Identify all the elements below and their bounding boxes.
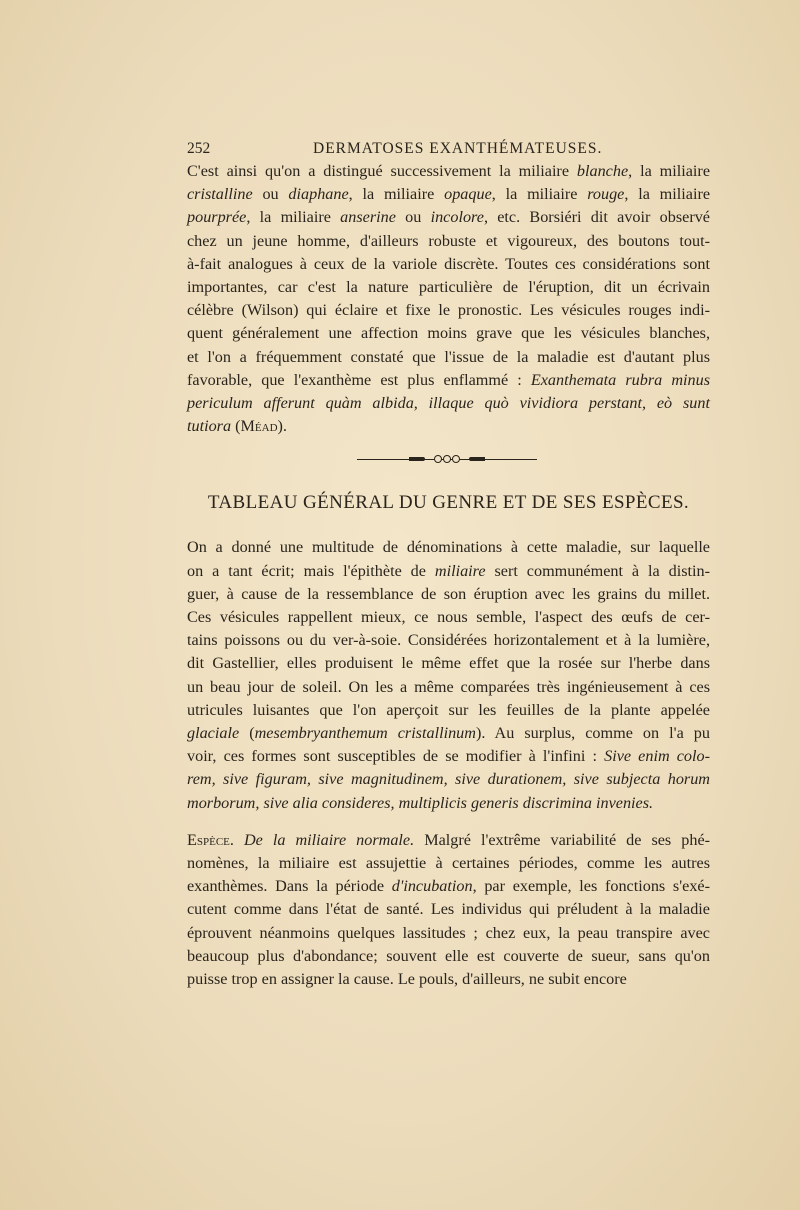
italic-run: cristalline	[187, 185, 253, 204]
text-line	[187, 230, 710, 253]
italic-run: diaphane	[288, 185, 349, 204]
paragraph-espece-normale	[187, 829, 710, 991]
italic-run: tutiora	[187, 417, 232, 436]
text-run: célèbre (Wilson) qui éclaire et fixe le pronostic. Les vésicules rouges indi-	[187, 301, 710, 320]
text-line	[187, 676, 710, 699]
text-line	[187, 322, 710, 345]
text-run: importantes, car c'est la nature particulière de l'éruption, dit un écrivain	[187, 278, 710, 297]
text-run: (	[239, 724, 255, 743]
italic-run: rem, sive figuram, sive magnitudinem, sive durationem, sive subjecta horum	[187, 770, 710, 789]
ornament-circle	[443, 455, 451, 463]
text-line	[187, 652, 710, 675]
text-run: utricules luisantes que l'on aperçoit sur les feuilles de la plante appelée	[187, 700, 710, 719]
text-line	[187, 922, 710, 945]
text-run: Malgré l'extrême variabilité de ses phé-	[414, 830, 711, 849]
text-line	[187, 898, 710, 921]
text-run: .	[229, 830, 244, 849]
text-line	[187, 583, 710, 606]
running-head	[187, 138, 710, 160]
italic-run: morborum, sive alia consideres, multiplicis generis discrimina invenies.	[187, 793, 654, 812]
italic-run: Exanthemata rubra minus	[530, 370, 710, 389]
text-line	[187, 276, 710, 299]
text-run: , la miliaire	[348, 185, 445, 204]
text-run: tains poissons ou du ver-à-soie. Considérées horizontalement et à la lumière,	[187, 631, 710, 650]
italic-run: periculum afferunt quàm albida, illaque quò vividiora perstant, eò sunt	[187, 394, 710, 413]
page-content	[187, 138, 710, 991]
text-run: , la miliaire	[628, 162, 710, 180]
small-caps-run: Espèce	[187, 830, 230, 849]
text-run: cutent comme dans l'état de santé. Les individus qui préludent à la maladie	[187, 900, 710, 919]
italic-run: pourprée	[187, 208, 247, 227]
section-title: TABLEAU GÉNÉRAL DU GENRE ET DE SES ESPÈCES.	[207, 492, 690, 514]
italic-run: incolore	[430, 208, 484, 227]
text-run: on a tant écrit; mais l'épithète de	[187, 561, 435, 580]
text-run: dit Gastellier, elles produisent le même effet que la rosée sur l'herbe dans	[187, 654, 710, 673]
text-line	[187, 392, 710, 415]
italic-run: Sive enim colo-	[604, 747, 711, 766]
italic-run: anserine	[340, 208, 396, 227]
ornament-circle	[434, 455, 442, 463]
text-line	[187, 346, 710, 369]
divider-bar-right	[469, 457, 485, 461]
text-run: ou	[395, 208, 431, 227]
text-run: et l'on a fréquemment constaté que l'issue de la maladie est d'autant plus	[187, 347, 710, 366]
text-line	[187, 792, 710, 815]
text-line	[187, 722, 710, 745]
italic-run: De la miliaire normale.	[243, 830, 415, 849]
divider-ornament-circles	[425, 454, 469, 464]
text-run: beaucoup plus d'abondance; souvent elle est couverte de sueur, sans qu'on	[187, 946, 710, 965]
section-divider-ornament	[187, 452, 710, 466]
text-run: , etc. Borsiéri dit avoir observé	[483, 208, 710, 227]
text-run: sert communément à la distin-	[485, 561, 711, 580]
divider-bar-left	[409, 457, 425, 461]
text-line	[187, 852, 710, 875]
italic-run: mesembryanthemum cristallinum	[254, 724, 476, 743]
page-number: 252	[187, 140, 211, 157]
text-line	[187, 829, 710, 852]
text-run: On a donné une multitude de dénominations à cette maladie, sur laquelle	[187, 538, 710, 557]
text-line	[187, 183, 710, 206]
text-run: , la miliaire	[246, 208, 341, 227]
text-line	[187, 299, 710, 322]
paragraph-denominations	[187, 536, 710, 814]
text-line	[187, 369, 710, 392]
text-run: puisse trop en assigner la cause. Le pouls, d'ailleurs, ne subit encore	[187, 970, 627, 989]
text-line	[187, 629, 710, 652]
italic-run: glaciale	[187, 724, 240, 743]
text-run: guer, à cause de la ressemblance de son éruption avec les grains du millet.	[187, 584, 710, 603]
text-line	[187, 160, 710, 183]
text-run: favorable, que l'exanthème est plus enflammé :	[187, 370, 531, 389]
text-run: à-fait analogues à ceux de la variole discrète. Toutes ces considérations sont	[187, 254, 710, 273]
text-run: , la miliaire	[491, 185, 588, 204]
paragraph-miliaire-varieties	[187, 160, 710, 438]
text-line	[187, 968, 710, 991]
text-line	[187, 606, 710, 629]
text-line	[187, 745, 710, 768]
italic-run: miliaire	[434, 561, 486, 580]
text-run: ou	[252, 185, 289, 204]
ornament-circle	[452, 455, 460, 463]
text-run: exanthèmes. Dans la période	[187, 877, 392, 896]
italic-run: blanche	[576, 162, 629, 180]
text-run: , par exemple, les fonctions s'exé-	[472, 877, 711, 896]
text-run: ). Au surplus, comme on l'a pu	[475, 724, 710, 743]
small-caps-run: Méad	[240, 417, 278, 436]
running-head-title: DERMATOSES EXANTHÉMATEUSES.	[313, 140, 603, 157]
text-run: (	[231, 417, 241, 436]
text-line	[187, 536, 710, 559]
text-run: un beau jour de soleil. On les a même comparées très ingénieusement à ces	[187, 677, 710, 696]
text-run: , la miliaire	[624, 185, 711, 204]
text-line	[187, 875, 710, 898]
italic-run: d'incubation	[391, 877, 473, 896]
text-run: quent généralement une affection moins grave que les vésicules blanches,	[187, 324, 710, 343]
text-run: ).	[277, 417, 287, 436]
text-line	[187, 699, 710, 722]
text-line	[187, 206, 710, 229]
text-line	[187, 560, 710, 583]
text-line	[187, 945, 710, 968]
italic-run: rouge	[587, 185, 625, 204]
text-run: éprouvent néanmoins quelques lassitudes ; chez eux, la peau transpire avec	[187, 923, 710, 942]
italic-run: opaque	[444, 185, 492, 204]
text-run: voir, ces formes sont susceptibles de se modifier à l'infini :	[187, 747, 605, 766]
text-run: nomènes, la miliaire est assujettie à certaines périodes, comme les autres	[187, 854, 710, 873]
text-line	[187, 415, 710, 438]
text-line	[187, 768, 710, 791]
text-run: chez un jeune homme, d'ailleurs robuste et vigoureux, des boutons tout-	[187, 231, 710, 250]
text-run: C'est ainsi qu'on a distingué successivement la miliaire	[187, 162, 577, 180]
text-line	[187, 253, 710, 276]
text-run: Ces vésicules rappellent mieux, ce nous semble, l'aspect des œufs de cer-	[187, 608, 710, 627]
